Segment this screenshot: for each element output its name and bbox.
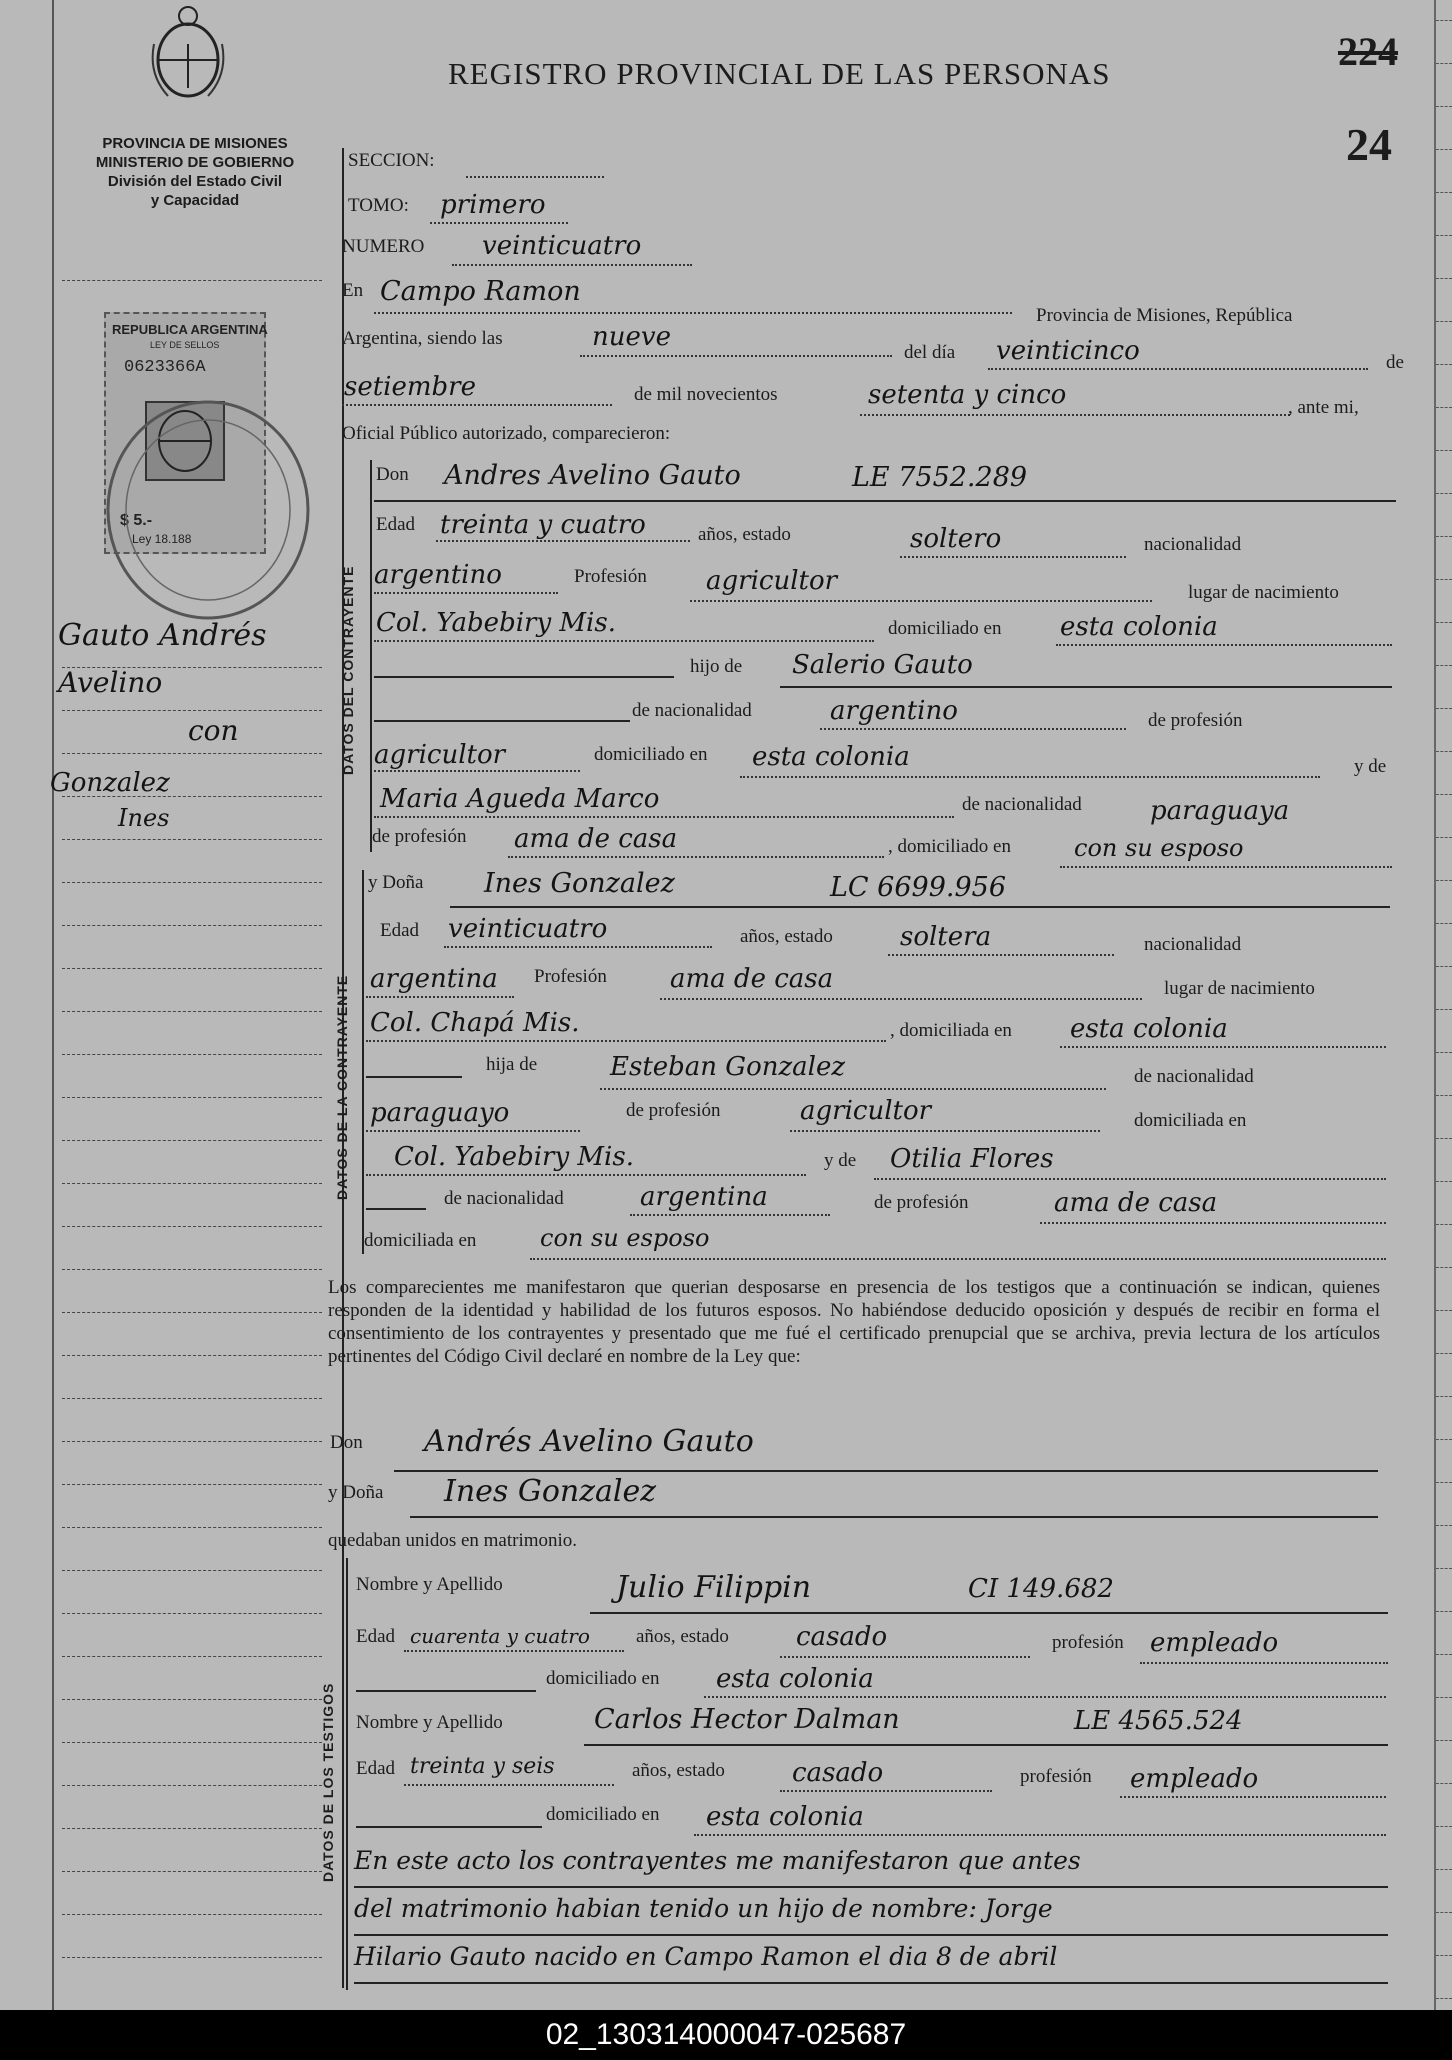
contrayenta-madre-prof: ama de casa: [1054, 1188, 1218, 1218]
right-ruling-line: [1436, 1267, 1452, 1268]
anio-value: setenta y cinco: [868, 380, 1067, 410]
margin-ruling-line: [62, 968, 322, 969]
margin-ruling-line: [62, 1226, 322, 1227]
right-ruling-line: [1436, 1654, 1452, 1655]
declaration-paragraph: Los comparecientes me manifestaron que querian desposarse en presencia de los testigos que a continuación se indican, quienes responden de la identidad y habilidad de los futuros esposos. No habiéndose deducido oposición y después de recibir en forma el consentimiento de los contrayentes y presentado que me fué el certificado prenupcial que se archiva, previa lectura de los artículos pertinentes del Código Civil declaré en nombre de la Ley que:: [328, 1277, 1380, 1367]
t2-doc: LE 4565.524: [1074, 1706, 1243, 1736]
t1-doc: CI 149.682: [968, 1574, 1114, 1604]
margin-ruling-line: [62, 1527, 322, 1528]
margin-rule: [52, 0, 54, 2010]
contrayenta-lugar-label: lugar de nacimiento: [1164, 978, 1315, 999]
t2-domicilio-label: domiciliado en: [546, 1804, 660, 1825]
right-ruling-line: [1436, 20, 1452, 21]
contrayenta-y-de: y de: [824, 1150, 857, 1171]
contrayenta-padre-nac: paraguayo: [370, 1098, 510, 1128]
margin-ruling-line: [62, 1355, 322, 1356]
declaration-don-label: Don: [330, 1432, 363, 1453]
right-ruling-line: [1436, 192, 1452, 193]
margin-ruling-line: [62, 1269, 322, 1270]
org-line-division: División del Estado Civil: [107, 173, 283, 190]
margin-ruling-line: [62, 1957, 322, 1958]
en-label: En: [342, 280, 364, 301]
contrayente-lugar: Col. Yabebiry Mis.: [376, 608, 616, 638]
contrayente-de-nac-label: de nacionalidad: [632, 700, 752, 721]
contrayenta-domicilio-label: , domiciliada en: [890, 1020, 1012, 1041]
margin-ruling-line: [62, 882, 322, 883]
right-ruling-line: [1436, 1697, 1452, 1698]
contrayente-profesion: agricultor: [706, 566, 838, 596]
margin-ruling-line: [62, 280, 322, 281]
contrayente-de-prof-label: de profesión: [1148, 710, 1243, 731]
contrayente-padre-dom: esta colonia: [752, 742, 910, 772]
contrayenta-madre-nac: argentina: [640, 1182, 768, 1212]
seccion-label: SECCION:: [348, 150, 435, 171]
margin-note-line5: Ines: [118, 804, 170, 832]
t2-domicilio: esta colonia: [706, 1802, 864, 1832]
image-id-footer: 02_130314000047-025687: [0, 2010, 1452, 2060]
contrayenta-domiciliada-label: domiciliada en: [1134, 1110, 1247, 1131]
declaration-dona-label: y Doña: [328, 1482, 384, 1503]
right-ruling-line: [1436, 493, 1452, 494]
right-ruling-line: [1436, 1482, 1452, 1483]
right-ruling-line: [1436, 1353, 1452, 1354]
notes-line3: Hilario Gauto nacido en Campo Ramon el dia 8 de abril: [354, 1942, 1058, 1971]
declaration-closing: quedaban unidos en matrimonio.: [328, 1530, 578, 1551]
margin-note-line2: Avelino: [58, 666, 163, 699]
margin-note-line1: Gauto Andrés: [58, 618, 267, 653]
right-edge-rule: [1434, 0, 1436, 2010]
right-ruling-line: [1436, 794, 1452, 795]
margin-ruling-line: [62, 1871, 322, 1872]
right-ruling-line: [1436, 1826, 1452, 1827]
contrayenta-de-prof-label: de profesión: [626, 1100, 721, 1121]
margin-ruling-line: [62, 1097, 322, 1098]
right-ruling-line: [1436, 106, 1452, 107]
contrayente-section-rule: [370, 460, 372, 852]
t2-estado: casado: [792, 1758, 884, 1788]
right-ruling-line: [1436, 364, 1452, 365]
contrayenta-padre: Esteban Gonzalez: [610, 1052, 846, 1082]
contrayente-domiciliado-label: domiciliado en: [594, 744, 708, 765]
margin-ruling-line: [62, 1699, 322, 1700]
right-ruling-line: [1436, 708, 1452, 709]
t1-edad-label: Edad: [356, 1626, 396, 1647]
t2-profesion-label: profesión: [1020, 1766, 1092, 1787]
right-ruling-line: [1436, 450, 1452, 451]
cancellation-seal-icon: [88, 392, 318, 632]
contrayente-section-label: DATOS DEL CONTRAYENTE: [340, 565, 356, 775]
t2-anios-estado: años, estado: [632, 1760, 725, 1781]
en-value: Campo Ramon: [380, 276, 581, 307]
t1-domicilio: esta colonia: [716, 1664, 874, 1694]
contrayente-nac-label: nacionalidad: [1144, 534, 1242, 555]
t1-domicilio-label: domiciliado en: [546, 1668, 660, 1689]
act-number: 24: [1346, 119, 1392, 170]
margin-ruling-line: [62, 1828, 322, 1829]
contrayenta-hija-label: hija de: [486, 1054, 538, 1075]
t2-nombre: Carlos Hector Dalman: [594, 1704, 900, 1735]
contrayente-madre-dom-label: , domiciliado en: [888, 836, 1011, 857]
contrayenta-edad-label: Edad: [380, 920, 420, 941]
contrayenta-madre-prof-label: de profesión: [874, 1192, 969, 1213]
contrayente-madre-nac-label: de nacionalidad: [962, 794, 1082, 815]
contrayente-hijo-label: hijo de: [690, 656, 743, 677]
margin-ruling-line: [62, 1054, 322, 1055]
right-ruling-line: [1436, 1439, 1452, 1440]
contrayenta-nac-label: nacionalidad: [1144, 934, 1242, 955]
margin-ruling-line: [62, 667, 322, 668]
right-ruling-line: [1436, 751, 1452, 752]
contrayente-name: Andres Avelino Gauto: [444, 460, 741, 491]
contrayente-madre-nac: paraguaya: [1150, 796, 1290, 826]
margin-ruling-line: [62, 1398, 322, 1399]
margin-ruling-line: [62, 753, 322, 754]
right-ruling-line: [1436, 278, 1452, 279]
right-ruling-line: [1436, 1396, 1452, 1397]
right-ruling-line: [1436, 1224, 1452, 1225]
declaration-don-value: Andrés Avelino Gauto: [424, 1424, 754, 1459]
t2-profesion: empleado: [1130, 1764, 1259, 1794]
right-ruling-line: [1436, 1783, 1452, 1784]
right-ruling-line: [1436, 923, 1452, 924]
don-label: Don: [376, 464, 409, 485]
contrayente-madre-prof: ama de casa: [514, 824, 678, 854]
right-ruling-line: [1436, 1955, 1452, 1956]
contrayenta-lugar: Col. Chapá Mis.: [370, 1008, 580, 1038]
right-ruling-line: [1436, 1568, 1452, 1569]
right-ruling-line: [1436, 622, 1452, 623]
t1-anios-estado: años, estado: [636, 1626, 729, 1647]
contrayente-anios-estado: años, estado: [698, 524, 791, 545]
t2-nombre-label: Nombre y Apellido: [356, 1712, 503, 1733]
right-ruling-line: [1436, 63, 1452, 64]
right-ruling-line: [1436, 321, 1452, 322]
margin-note-line4: Gonzalez: [50, 768, 170, 798]
t1-edad: cuarenta y cuatro: [410, 1624, 590, 1648]
right-ruling-line: [1436, 536, 1452, 537]
right-ruling-line: [1436, 1869, 1452, 1870]
right-ruling-line: [1436, 966, 1452, 967]
contrayente-lugar-label: lugar de nacimiento: [1188, 582, 1339, 603]
contrayente-edad: treinta y cuatro: [440, 510, 646, 540]
contrayente-edad-label: Edad: [376, 514, 416, 535]
oficial-text: Oficial Público autorizado, comparecieron:: [342, 423, 671, 444]
tomo-label: TOMO:: [348, 195, 409, 216]
t1-profesion: empleado: [1150, 1628, 1279, 1658]
contrayenta-anios-estado: años, estado: [740, 926, 833, 947]
right-ruling-line: [1436, 235, 1452, 236]
contrayente-domicilio-label: domiciliado en: [888, 618, 1002, 639]
margin-ruling-line: [62, 1484, 322, 1485]
margin-ruling-line: [62, 1011, 322, 1012]
notes-line2: del matrimonio habian tenido un hijo de nombre: Jorge: [354, 1894, 1053, 1923]
stamp-value: $ 5.-: [120, 512, 153, 529]
hora-value: nueve: [592, 322, 671, 352]
t1-nombre: Julio Filippin: [616, 1570, 812, 1605]
argentina-text: Argentina, siendo las: [342, 328, 503, 349]
right-ruling-line: [1436, 1181, 1452, 1182]
right-ruling-line: [1436, 149, 1452, 150]
contrayente-domicilio: esta colonia: [1060, 612, 1218, 642]
contrayente-padre: Salerio Gauto: [792, 650, 973, 680]
right-ruling-line: [1436, 1052, 1452, 1053]
margin-ruling-line: [62, 1656, 322, 1657]
margin-ruling-line: [62, 1785, 322, 1786]
dona-label: y Doña: [368, 872, 424, 893]
contrayenta-madre: Otilia Flores: [890, 1144, 1054, 1174]
tomo-value: primero: [440, 190, 546, 220]
numero-value: veinticuatro: [482, 231, 642, 261]
provincia-text: Provincia de Misiones, República: [1036, 305, 1293, 326]
org-header: [60, 134, 330, 210]
testigos-section-label: DATOS DE LOS TESTIGOS: [320, 1682, 336, 1882]
contrayente-y-de: y de: [1354, 756, 1387, 777]
stamp-serial: 0623366A: [124, 358, 206, 377]
right-ruling-line: [1436, 1611, 1452, 1612]
crossed-number: 224: [1338, 29, 1398, 74]
margin-ruling-line: [62, 925, 322, 926]
right-ruling-line: [1436, 837, 1452, 838]
contrayenta-profesion: ama de casa: [670, 964, 834, 994]
mes-value: setiembre: [344, 372, 476, 402]
org-line-province: PROVINCIA DE MISIONES: [102, 135, 288, 152]
del-dia-label: del día: [904, 342, 956, 363]
right-ruling-line: [1436, 1095, 1452, 1096]
stamp-law: Ley 18.188: [132, 532, 192, 546]
ante-mi-text: , ante mi,: [1288, 397, 1359, 418]
stamp-country: REPUBLICA ARGENTINA: [112, 322, 268, 337]
t1-estado: casado: [796, 1622, 888, 1652]
anio-label: de mil novecientos: [634, 384, 778, 405]
right-ruling-line: [1436, 579, 1452, 580]
org-line-capacity: y Capacidad: [150, 192, 240, 209]
contrayenta-padre-dom: Col. Yabebiry Mis.: [394, 1142, 634, 1172]
margin-note-line3: con: [188, 714, 239, 747]
contrayenta-section-rule: [362, 870, 364, 1254]
right-ruling-line: [1436, 407, 1452, 408]
margin-ruling-line: [62, 1140, 322, 1141]
contrayenta-de-nac-label: de nacionalidad: [1134, 1066, 1254, 1087]
contrayente-doc: LE 7552.289: [852, 462, 1028, 493]
de-label: de: [1386, 352, 1404, 373]
margin-ruling-line: [62, 1312, 322, 1313]
contrayente-padre-prof: agricultor: [374, 740, 506, 770]
contrayente-madre-prof-label: de profesión: [372, 826, 467, 847]
margin-ruling-line: [62, 1914, 322, 1915]
contrayenta-madre-dom: con su esposo: [540, 1224, 710, 1252]
stamp-subtitle: LEY DE SELLOS: [150, 340, 220, 350]
contrayenta-estado: soltera: [900, 922, 992, 952]
t1-nombre-label: Nombre y Apellido: [356, 1574, 503, 1595]
contrayente-madre: Maria Agueda Marco: [380, 784, 660, 814]
margin-ruling-line: [62, 839, 322, 840]
contrayenta-section-label: DATOS DE LA CONTRAYENTE: [334, 974, 350, 1200]
margin-ruling-line: [62, 1441, 322, 1442]
margin-ruling-line: [62, 1570, 322, 1571]
right-ruling-line: [1436, 1310, 1452, 1311]
t1-profesion-label: profesión: [1052, 1632, 1124, 1653]
right-ruling-line: [1436, 880, 1452, 881]
contrayenta-padre-prof: agricultor: [800, 1096, 932, 1126]
margin-ruling-line: [62, 710, 322, 711]
testigos-section-rule: [346, 1558, 348, 1990]
notes-line1: En este acto los contrayentes me manifestaron que antes: [354, 1846, 1081, 1875]
declaration-dona-value: Ines Gonzalez: [444, 1474, 657, 1509]
margin-ruling-line: [62, 1613, 322, 1614]
contrayente-madre-dom: con su esposo: [1074, 834, 1244, 862]
contrayenta-profesion-label: Profesión: [534, 966, 607, 987]
contrayenta-domicilio: esta colonia: [1070, 1014, 1228, 1044]
right-ruling-line: [1436, 1009, 1452, 1010]
contrayenta-madre-dom-label: domiciliada en: [364, 1230, 477, 1251]
contrayenta-doc: LC 6699.956: [830, 872, 1007, 903]
contrayente-profesion-label: Profesión: [574, 566, 647, 587]
coat-of-arms-icon: [148, 4, 228, 102]
dia-value: veinticinco: [996, 336, 1140, 366]
right-ruling-line: [1436, 665, 1452, 666]
contrayente-padre-nac: argentino: [830, 696, 958, 726]
right-ruling-line: [1436, 1912, 1452, 1913]
right-ruling-line: [1436, 1138, 1452, 1139]
margin-ruling-line: [62, 796, 322, 797]
t2-edad-label: Edad: [356, 1758, 396, 1779]
numero-label: NUMERO: [342, 236, 425, 257]
contrayenta-edad: veinticuatro: [448, 914, 608, 944]
margin-ruling-line: [62, 1742, 322, 1743]
right-ruling-line: [1436, 1998, 1452, 1999]
right-ruling-line: [1436, 1740, 1452, 1741]
contrayente-nac: argentino: [374, 560, 502, 590]
contrayenta-madre-nac-label: de nacionalidad: [444, 1188, 564, 1209]
right-ruling-line: [1436, 1525, 1452, 1526]
contrayente-estado: soltero: [910, 524, 1002, 554]
margin-ruling-line: [62, 1183, 322, 1184]
t2-edad: treinta y seis: [410, 1754, 555, 1779]
contrayenta-nac: argentina: [370, 964, 498, 994]
document-title: REGISTRO PROVINCIAL DE LAS PERSONAS: [448, 56, 1111, 91]
org-line-ministry: MINISTERIO DE GOBIERNO: [95, 154, 295, 171]
contrayenta-name: Ines Gonzalez: [484, 868, 675, 899]
